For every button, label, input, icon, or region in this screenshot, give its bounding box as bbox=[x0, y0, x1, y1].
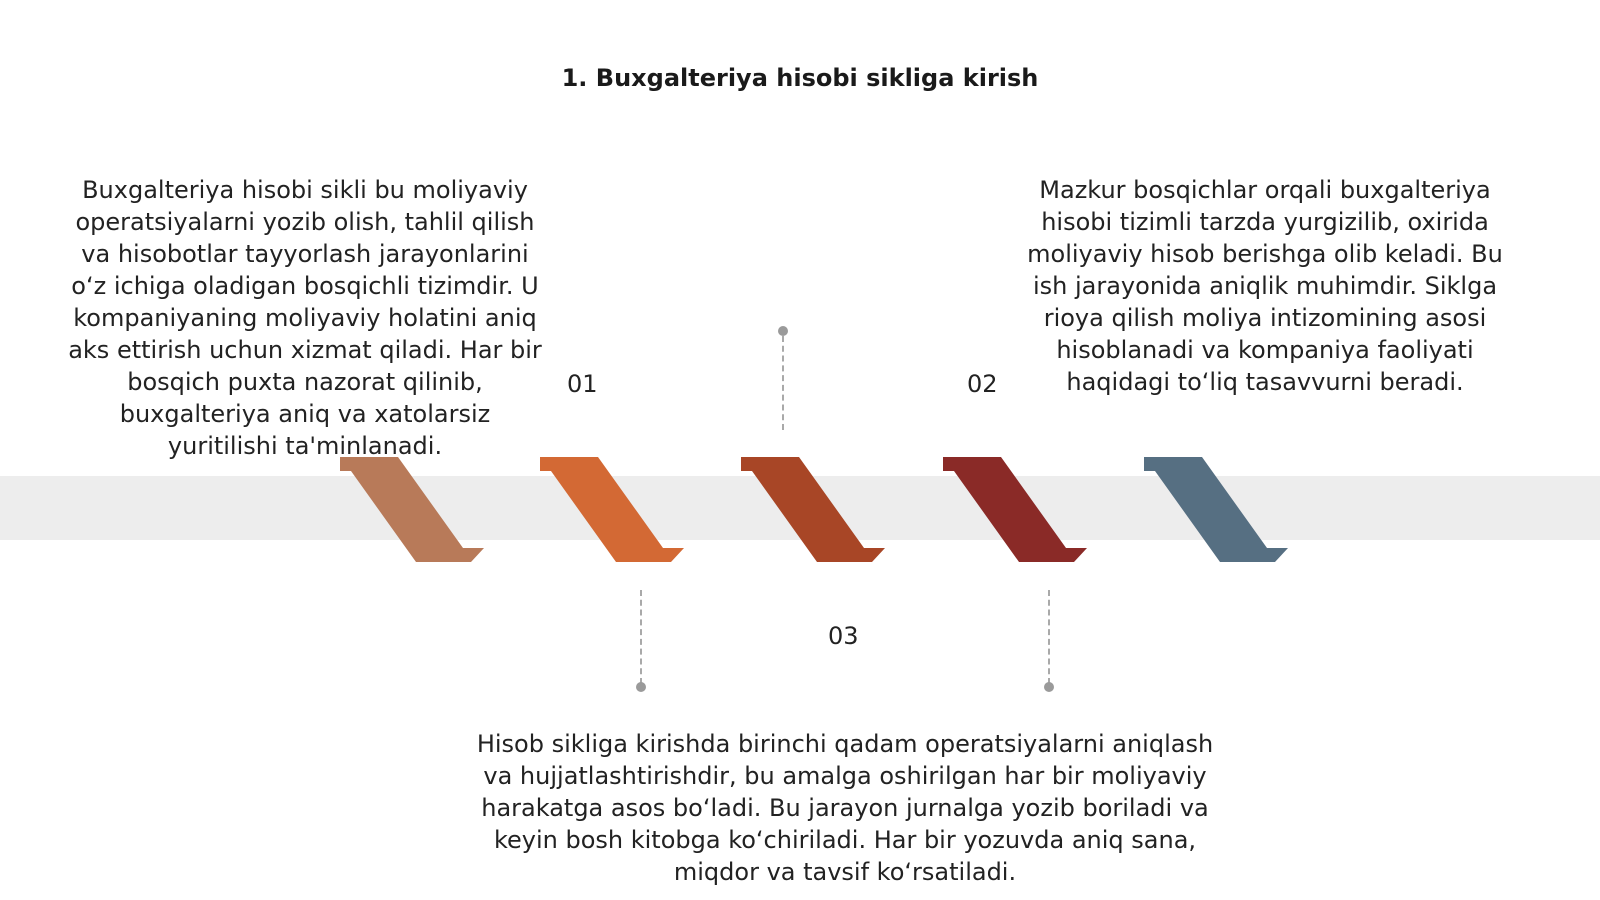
chevron-step-3 bbox=[741, 457, 885, 562]
connector-line-bottom-right bbox=[1048, 590, 1050, 684]
connector-line-top bbox=[782, 336, 784, 430]
paragraph-bottom: Hisob sikliga kirishda birinchi qadam operatsiyalarni aniqlash va hujjatlashtirishdir, bu amalga oshirilgan har bir moliyaviy harakatga asos bo‘ladi. Bu jarayon jurnalga yozib boriladi va keyin bosh kitobga ko‘chiriladi. Har bir yozuvda aniq sana, miqdor va tavsif ko‘rsatiladi. bbox=[476, 730, 1214, 886]
paragraph-left: Buxgalteriya hisobi sikli bu moliyaviy operatsiyalarni yozib olish, tahlil qilish va hisobotlar tayyorlash jarayonlarini o‘z ichiga oladigan bosqichli tizimdir. U kompaniyaning moliyaviy holatini aniq aks ettirish uchun xizmat qiladi. Har bir bosqich puxta nazorat qilinib, buxgalteriya aniq va xatolarsiz yuritilishi ta'minlanadi. bbox=[68, 176, 542, 460]
chevron-step-4 bbox=[943, 457, 1087, 562]
slide-title: 1. Buxgalteriya hisobi sikliga kirish bbox=[561, 64, 1039, 92]
chevron-step-2 bbox=[540, 457, 684, 562]
chevron-step-1 bbox=[340, 457, 484, 562]
step-label-02: 02 bbox=[967, 370, 998, 398]
step-label-03: 03 bbox=[828, 622, 859, 650]
paragraph-right: Mazkur bosqichlar orqali buxgalteriya hisobi tizimli tarzda yurgizilib, oxirida moliyaviy hisob berishga olib keladi. Bu ish jarayonida aniqlik muhimdir. Siklga rioya qilish moliya intizomining asosi hisoblanadi va kompaniya faoliyati haqidagi to‘liq tasavvurni beradi. bbox=[1027, 176, 1503, 396]
connector-dot-top bbox=[778, 326, 788, 336]
step-label-01: 01 bbox=[567, 370, 598, 398]
chevron-step-5 bbox=[1144, 457, 1288, 562]
connector-dot-bottom-left bbox=[636, 682, 646, 692]
connector-dot-bottom-right bbox=[1044, 682, 1054, 692]
connector-line-bottom-left bbox=[640, 590, 642, 684]
